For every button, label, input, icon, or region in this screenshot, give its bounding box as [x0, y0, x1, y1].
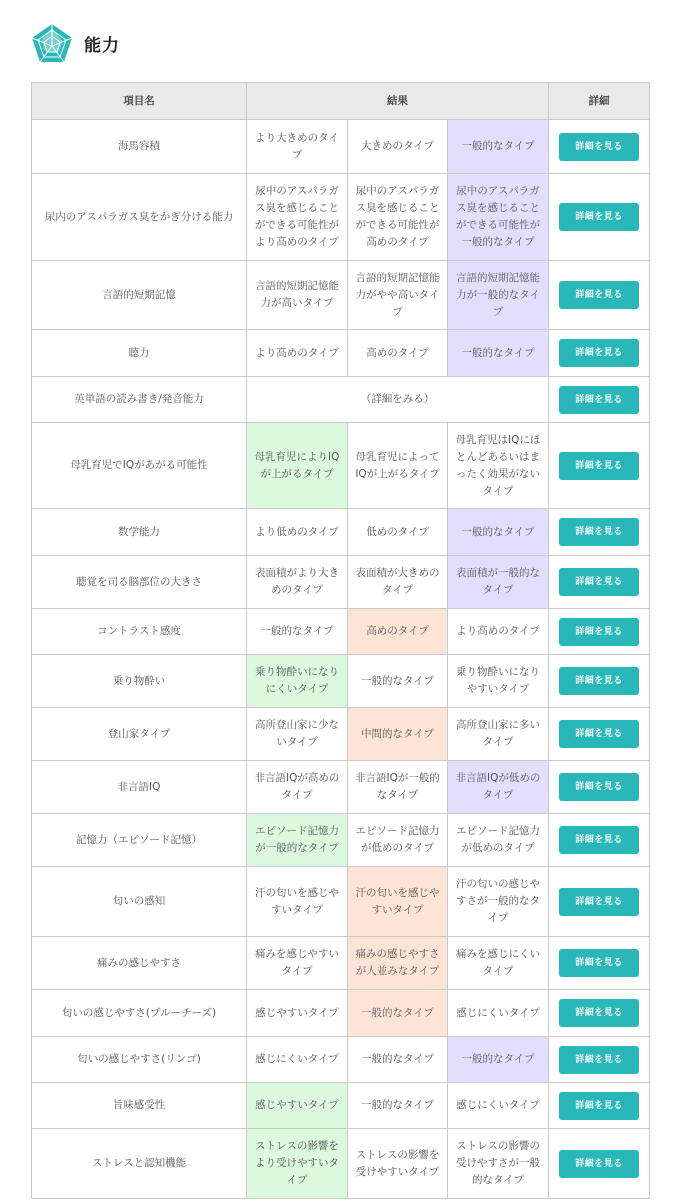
detail-cell [549, 330, 650, 377]
result-cell: 尿中のアスパラガス臭を感じることができる可能性がより高めのタイプ [247, 174, 348, 261]
page-title: 能力 [84, 35, 120, 56]
table-row [32, 937, 650, 990]
table-row [32, 655, 650, 708]
detail-cell [549, 814, 650, 867]
detail-cell [549, 423, 650, 509]
table-header-row [32, 83, 650, 120]
item-name-cell: 言語的短期記憶 [32, 261, 247, 330]
result-cell: 非言語IQが高めのタイプ [247, 761, 348, 814]
result-cell: 痛みの感じやすさが人並みなタイプ [348, 937, 448, 990]
result-cell: 尿中のアスパラガス臭を感じることができる可能性が一般的なタイプ [448, 174, 549, 261]
view-detail-button[interactable]: 詳細を見る [559, 667, 639, 695]
item-name-cell: 英単語の読み書き/発音能力 [32, 377, 247, 423]
item-name-cell: ストレスと認知機能 [32, 1129, 247, 1199]
view-detail-button[interactable]: 詳細を見る [559, 518, 639, 546]
table-row [32, 990, 650, 1037]
header-item-name: 項目名 [32, 83, 247, 120]
section-header [30, 22, 120, 64]
item-name-cell: 母乳育児でIQがあがる可能性 [32, 423, 247, 509]
result-cell: 感じにくいタイプ [247, 1037, 348, 1083]
result-cell: 表面積がより大きめのタイプ [247, 556, 348, 609]
result-cell: 表面積が一般的なタイプ [448, 556, 549, 609]
table-row [32, 814, 650, 867]
item-name-cell: 非言語IQ [32, 761, 247, 814]
result-cell: 表面積が大きめのタイプ [348, 556, 448, 609]
detail-cell [549, 761, 650, 814]
detail-cell [549, 377, 650, 423]
view-detail-button[interactable]: 詳細を見る [559, 281, 639, 309]
result-cell: 汗の匂いを感じやすいタイプ [247, 867, 348, 937]
result-cell: より高めのタイプ [448, 609, 549, 655]
result-cell: 一般的なタイプ [448, 330, 549, 377]
result-cell: 痛みを感じやすいタイプ [247, 937, 348, 990]
item-name-cell: 痛みの感じやすさ [32, 937, 247, 990]
result-cell: 高めのタイプ [348, 330, 448, 377]
result-cell: 汗の匂いの感じやすさが一般的なタイプ [448, 867, 549, 937]
detail-cell [549, 509, 650, 556]
detail-cell [549, 1037, 650, 1083]
result-cell: 言語的短期記憶能力が高いタイプ [247, 261, 348, 330]
view-detail-button[interactable]: 詳細を見る [559, 386, 639, 414]
view-detail-button[interactable]: 詳細を見る [559, 1150, 639, 1178]
view-detail-button[interactable]: 詳細を見る [559, 1046, 639, 1074]
header-result: 結果 [247, 83, 549, 120]
result-cell: 低めのタイプ [348, 509, 448, 556]
view-detail-button[interactable]: 詳細を見る [559, 888, 639, 916]
table-body [32, 120, 650, 1199]
result-cell: 一般的なタイプ [448, 509, 549, 556]
detail-cell [549, 708, 650, 761]
item-name-cell: 数学能力 [32, 509, 247, 556]
detail-cell [549, 937, 650, 990]
table-row [32, 261, 650, 330]
result-cell: 痛みを感じにくいタイプ [448, 937, 549, 990]
result-cell: ストレスの影響を受けやすいタイプ [348, 1129, 448, 1199]
item-name-cell: 匂いの感知 [32, 867, 247, 937]
result-cell: 中間的なタイプ [348, 708, 448, 761]
result-cell: 感じにくいタイプ [448, 990, 549, 1037]
detail-cell [549, 1083, 650, 1129]
table-row [32, 609, 650, 655]
item-name-cell: 聴覚を司る脳部位の大きさ [32, 556, 247, 609]
table-row [32, 377, 650, 423]
result-cell: 言語的短期記憶能力がやや高いタイプ [348, 261, 448, 330]
detail-cell [549, 174, 650, 261]
result-cell: 感じやすいタイプ [247, 1083, 348, 1129]
detail-cell [549, 1129, 650, 1199]
detail-cell [549, 990, 650, 1037]
result-cell: 一般的なタイプ [448, 1037, 549, 1083]
view-detail-button[interactable]: 詳細を見る [559, 999, 639, 1027]
view-detail-button[interactable]: 詳細を見る [559, 133, 639, 161]
table-row [32, 867, 650, 937]
result-cell: より高めのタイプ [247, 330, 348, 377]
item-name-cell: コントラスト感度 [32, 609, 247, 655]
result-cell: 一般的なタイプ [247, 609, 348, 655]
view-detail-button[interactable]: 詳細を見る [559, 203, 639, 231]
result-cell: 乗り物酔いになりやすいタイプ [448, 655, 549, 708]
detail-cell [549, 609, 650, 655]
result-cell: 母乳育児によってIQが上がるタイプ [348, 423, 448, 509]
item-name-cell: 尿内のアスパラガス臭をかぎ分ける能力 [32, 174, 247, 261]
view-detail-button[interactable]: 詳細を見る [559, 1092, 639, 1120]
item-name-cell: 記憶力（エピソード記憶） [32, 814, 247, 867]
result-cell: 大きめのタイプ [348, 120, 448, 174]
table-row [32, 509, 650, 556]
table-row [32, 761, 650, 814]
detail-cell [549, 120, 650, 174]
result-cell: 感じやすいタイプ [247, 990, 348, 1037]
ability-results-table [31, 82, 650, 1199]
result-cell: 一般的なタイプ [348, 1037, 448, 1083]
table-row [32, 120, 650, 174]
result-cell: 言語的短期記憶能力が一般的なタイプ [448, 261, 549, 330]
item-name-cell: 海馬容積 [32, 120, 247, 174]
result-cell: より大きめのタイプ [247, 120, 348, 174]
table-row [32, 708, 650, 761]
result-cell: 母乳育児によりIQが上がるタイプ [247, 423, 348, 509]
result-cell: ストレスの影響をより受けやすいタイプ [247, 1129, 348, 1199]
detail-cell [549, 867, 650, 937]
view-detail-button[interactable]: 詳細を見る [559, 949, 639, 977]
result-cell: 一般的なタイプ [348, 990, 448, 1037]
view-detail-button[interactable]: 詳細を見る [559, 568, 639, 596]
detail-cell [549, 556, 650, 609]
result-cell: エピソード記憶力が低めのタイプ [348, 814, 448, 867]
result-cell: 尿中のアスパラガス臭を感じることができる可能性が高めのタイプ [348, 174, 448, 261]
result-cell: 感じにくいタイプ [448, 1083, 549, 1129]
header-detail: 詳細 [549, 83, 650, 120]
result-cell: 一般的なタイプ [348, 655, 448, 708]
result-cell: エピソード記憶力が一般的なタイプ [247, 814, 348, 867]
item-name-cell: 聴力 [32, 330, 247, 377]
result-cell: 乗り物酔いになりにくいタイプ [247, 655, 348, 708]
result-cell: 非言語IQが低めのタイプ [448, 761, 549, 814]
item-name-cell: 匂いの感じやすさ(リンゴ) [32, 1037, 247, 1083]
table-row [32, 174, 650, 261]
result-cell: 非言語IQが一般的なタイプ [348, 761, 448, 814]
table-row [32, 1083, 650, 1129]
view-detail-button[interactable]: 詳細を見る [559, 720, 639, 748]
view-detail-button[interactable]: 詳細を見る [559, 773, 639, 801]
detail-cell [549, 261, 650, 330]
table-row [32, 330, 650, 377]
result-cell: 母乳育児はIQにほとんどあるいはまったく効果がないタイプ [448, 423, 549, 509]
result-merged-cell: （詳細をみる） [247, 377, 549, 423]
item-name-cell: 匂いの感じやすさ(ブルーチーズ) [32, 990, 247, 1037]
result-cell: より低めのタイプ [247, 509, 348, 556]
table-row [32, 1037, 650, 1083]
view-detail-button[interactable]: 詳細を見る [559, 452, 639, 480]
table-row [32, 556, 650, 609]
result-cell: エピソード記憶力が低めのタイプ [448, 814, 549, 867]
view-detail-button[interactable]: 詳細を見る [559, 826, 639, 854]
view-detail-button[interactable]: 詳細を見る [559, 339, 639, 367]
item-name-cell: 登山家タイプ [32, 708, 247, 761]
radar-chart-icon [30, 22, 74, 64]
result-cell: 高めのタイプ [348, 609, 448, 655]
view-detail-button[interactable]: 詳細を見る [559, 618, 639, 646]
result-cell: 汗の匂いを感じやすいタイプ [348, 867, 448, 937]
result-cell: 高所登山家に多いタイプ [448, 708, 549, 761]
detail-cell [549, 655, 650, 708]
result-cell: 一般的なタイプ [348, 1083, 448, 1129]
item-name-cell: 乗り物酔い [32, 655, 247, 708]
result-cell: 一般的なタイプ [448, 120, 549, 174]
item-name-cell: 旨味感受性 [32, 1083, 247, 1129]
table-row [32, 1129, 650, 1199]
result-cell: 高所登山家に少ないタイプ [247, 708, 348, 761]
result-cell: ストレスの影響の受けやすさが一般的なタイプ [448, 1129, 549, 1199]
table-row [32, 423, 650, 509]
